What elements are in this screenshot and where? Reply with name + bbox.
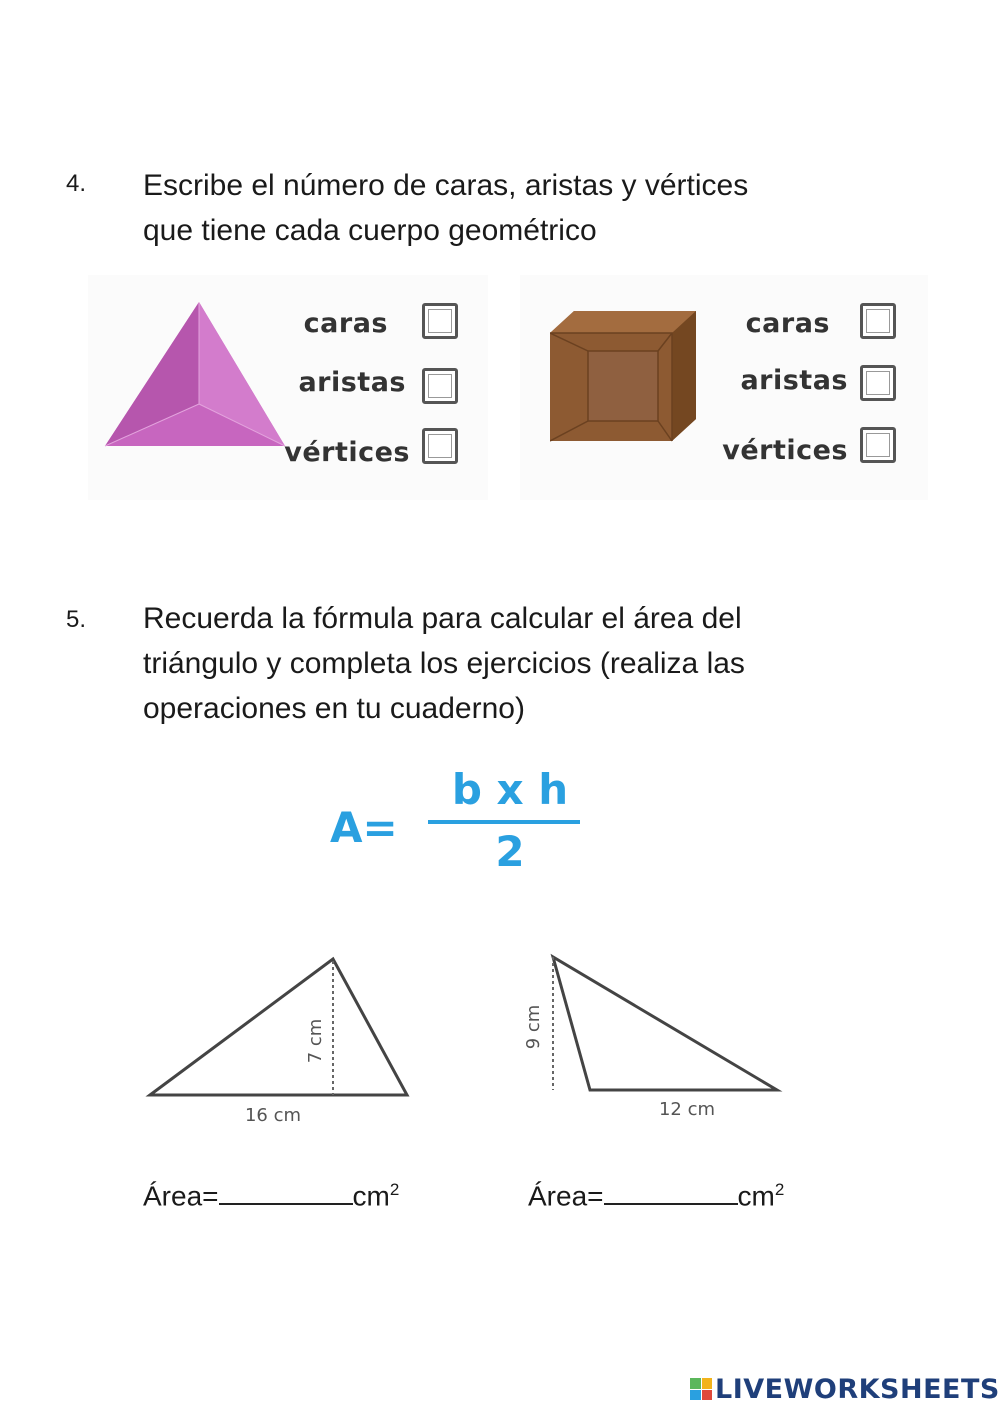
cube-icon	[550, 311, 700, 447]
area-1-input[interactable]	[219, 1181, 353, 1205]
pyramid-aristas-input[interactable]	[422, 368, 458, 404]
cube-aristas-input[interactable]	[860, 365, 896, 401]
question-4-line-2: que tiene cada cuerpo geométrico	[143, 214, 597, 247]
area-2-prefix: Área=	[528, 1180, 604, 1212]
triangle-1-shape	[150, 959, 407, 1095]
triangle-2-base-label: 12 cm	[658, 1099, 716, 1120]
liveworksheets-logo	[690, 1372, 1000, 1406]
pyramid-panel	[88, 275, 488, 500]
area-1-prefix: Área=	[143, 1180, 219, 1212]
area-2-unit: cm	[737, 1180, 775, 1212]
area-answer-1	[143, 1180, 399, 1212]
cube-vertices-label: vértices	[722, 435, 848, 466]
area-formula	[330, 765, 590, 885]
formula-fraction-bar	[428, 820, 580, 824]
liveworksheets-logo-text: LIVEWORKSHEETS	[715, 1373, 1000, 1405]
question-5-number: 5.	[66, 606, 87, 633]
pyramid-caras-input[interactable]	[422, 303, 458, 339]
question-5-line-2: triángulo y completa los ejercicios (realiza las	[143, 647, 745, 680]
area-2-input[interactable]	[604, 1181, 738, 1205]
triangle-1-figure	[135, 945, 425, 1135]
formula-denominator: 2	[495, 827, 525, 876]
area-1-exponent: 2	[389, 1180, 400, 1199]
question-4-line-1: Escribe el número de caras, aristas y vértices	[143, 169, 749, 202]
cube-caras-input[interactable]	[860, 303, 896, 339]
triangle-1-base-label: 16 cm	[244, 1105, 302, 1126]
formula-lhs: A=	[330, 803, 398, 852]
pyramid-caras-label: caras	[303, 308, 388, 339]
triangle-1-height-label: 7 cm	[305, 1018, 326, 1064]
cube-aristas-label: aristas	[740, 365, 848, 396]
triangle-2-shape	[553, 957, 777, 1090]
pyramid-vertices-input[interactable]	[422, 428, 458, 464]
question-4-number: 4.	[66, 170, 87, 197]
pyramid-vertices-label: vértices	[284, 437, 410, 468]
liveworksheets-logo-icon	[690, 1378, 712, 1400]
triangle-2-figure	[515, 945, 805, 1135]
formula-numerator: b x h	[451, 765, 569, 814]
cube-panel	[520, 275, 928, 500]
cube-caras-label: caras	[745, 308, 830, 339]
area-2-exponent: 2	[774, 1180, 785, 1199]
question-5-line-3: operaciones en tu cuaderno)	[143, 692, 525, 725]
question-5-text	[143, 596, 863, 731]
cube-vertices-input[interactable]	[860, 427, 896, 463]
question-4-text	[143, 163, 863, 253]
triangle-2-height-label: 9 cm	[523, 1004, 544, 1050]
area-answer-2	[528, 1180, 784, 1212]
question-5-line-1: Recuerda la fórmula para calcular el área del	[143, 602, 742, 635]
pyramid-aristas-label: aristas	[298, 367, 406, 398]
area-1-unit: cm	[352, 1180, 390, 1212]
